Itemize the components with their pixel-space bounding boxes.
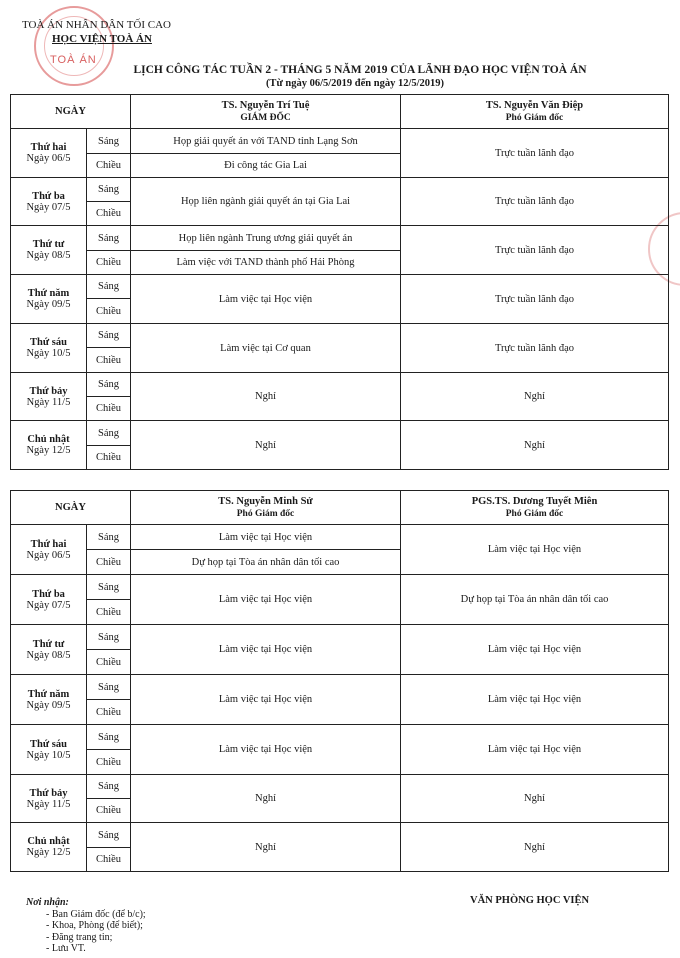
day-cell [11, 129, 87, 178]
document-subtitle: (Từ ngày 06/5/2019 đến ngày 12/5/2019) [265, 78, 445, 89]
activity-person2: Trực tuần lãnh đạo [401, 324, 669, 373]
activity: Làm việc tại Cơ quan [131, 324, 401, 373]
day-cell [11, 373, 87, 421]
activity-person2: Dự họp tại Tòa án nhân dân tối cao [401, 575, 669, 625]
recipients-label: Nơi nhận: [26, 897, 69, 908]
table-row [11, 625, 669, 650]
day-name: Thứ ba [32, 190, 65, 202]
activity-afternoon: Làm việc với TAND thành phố Hải Phòng [131, 251, 401, 275]
person1-name: TS. Nguyễn Minh Sử [218, 495, 313, 507]
session-afternoon: Chiều [87, 600, 131, 625]
day-cell [11, 575, 87, 625]
day-name: Thứ sáu [30, 738, 67, 750]
day-cell [11, 675, 87, 725]
table-row [11, 373, 669, 397]
session-afternoon: Chiều [87, 550, 131, 575]
session-morning: Sáng [87, 373, 131, 397]
person1-role: GIÁM ĐỐC [240, 112, 291, 123]
activity-person2: Nghỉ [401, 421, 669, 470]
session-afternoon: Chiều [87, 348, 131, 373]
person2-role: Phó Giám đốc [505, 508, 564, 519]
session-morning: Sáng [87, 625, 131, 650]
activity: Nghỉ [131, 421, 401, 470]
day-cell [11, 525, 87, 575]
session-afternoon: Chiều [87, 154, 131, 178]
organization-header [22, 18, 171, 46]
session-afternoon: Chiều [87, 446, 131, 470]
day-cell [11, 421, 87, 470]
day-date: Ngày 09/5 [26, 699, 71, 711]
table-row [11, 421, 669, 446]
day-name: Thứ sáu [30, 337, 67, 348]
day-cell [11, 775, 87, 823]
table-row [11, 226, 669, 251]
session-afternoon: Chiều [87, 750, 131, 775]
day-name: Thứ bảy [29, 385, 68, 397]
session-afternoon: Chiều [87, 202, 131, 226]
table-row [11, 275, 669, 299]
activity: Nghỉ [131, 823, 401, 872]
person1-name: TS. Nguyễn Trí Tuệ [221, 99, 310, 111]
activity-person2: Làm việc tại Học viện [401, 675, 669, 725]
table-row [11, 178, 669, 202]
session-morning: Sáng [87, 421, 131, 446]
day-date: Ngày 11/5 [26, 396, 71, 408]
day-date: Ngày 06/5 [26, 153, 71, 164]
session-morning: Sáng [87, 675, 131, 700]
signature-office: VĂN PHÒNG HỌC VIỆN [470, 895, 590, 906]
org-line2: HỌC VIỆN TOÀ ÁN [52, 33, 152, 45]
schedule-table-2 [10, 490, 669, 872]
day-date: Ngày 08/5 [26, 649, 71, 661]
stamp-text: TOÀ ÁN [50, 54, 97, 66]
session-morning: Sáng [87, 226, 131, 251]
recipients-list [26, 909, 146, 955]
session-morning: Sáng [87, 725, 131, 750]
activity-person2: Làm việc tại Học viện [401, 525, 669, 575]
day-name: Thứ bảy [29, 787, 68, 799]
day-date: Ngày 08/5 [26, 250, 71, 261]
day-name: Chủ nhật [27, 836, 70, 847]
day-name: Thứ hai [30, 142, 67, 153]
activity-person2: Trực tuần lãnh đạo [401, 226, 669, 275]
day-date: Ngày 12/5 [26, 847, 71, 858]
day-name: Thứ năm [27, 688, 70, 700]
table-row [11, 575, 669, 600]
person2-role: Phó Giám đốc [505, 112, 564, 123]
column-header-person1 [131, 95, 401, 129]
session-morning: Sáng [87, 324, 131, 348]
session-morning: Sáng [87, 823, 131, 848]
day-date: Ngày 07/5 [26, 201, 71, 213]
session-afternoon: Chiều [87, 299, 131, 324]
day-cell [11, 823, 87, 872]
activity: Làm việc tại Học viện [131, 725, 401, 775]
day-date: Ngày 06/5 [26, 549, 71, 561]
day-name: Thứ ba [32, 588, 65, 600]
day-name: Chủ nhật [27, 434, 70, 445]
day-name: Thứ năm [27, 288, 70, 299]
day-date: Ngày 12/5 [26, 445, 71, 456]
activity: Làm việc tại Học viện [131, 575, 401, 625]
day-cell [11, 625, 87, 675]
table-row [11, 725, 669, 750]
activity-person2: Nghỉ [401, 775, 669, 823]
table-row [11, 129, 669, 154]
day-name: Thứ tư [32, 638, 65, 650]
recipient-item: - Ban Giám đốc (để b/c); [46, 909, 146, 921]
activity-afternoon: Dự họp tại Tòa án nhân dân tối cao [131, 550, 401, 575]
session-morning: Sáng [87, 775, 131, 799]
day-cell [11, 226, 87, 275]
activity-morning: Làm việc tại Học viện [131, 525, 401, 550]
table-row [11, 823, 669, 848]
recipients-block [26, 897, 146, 955]
day-date: Ngày 09/5 [26, 299, 71, 310]
table-row [11, 675, 669, 700]
person2-name: PGS.TS. Dương Tuyết Miên [471, 495, 598, 507]
session-morning: Sáng [87, 525, 131, 550]
day-name: Thứ hai [30, 538, 67, 550]
activity-person2: Trực tuần lãnh đạo [401, 178, 669, 226]
table-row [11, 775, 669, 799]
recipient-item: - Đăng trang tin; [46, 932, 146, 944]
activity-person2: Trực tuần lãnh đạo [401, 275, 669, 324]
session-afternoon: Chiều [87, 251, 131, 275]
column-header-person1 [131, 491, 401, 525]
day-name: Thứ tư [32, 239, 65, 250]
day-cell [11, 324, 87, 373]
day-cell [11, 275, 87, 324]
document-title: LỊCH CÔNG TÁC TUẦN 2 - THÁNG 5 NĂM 2019 CỦA LÃNH ĐẠO HỌC VIỆN TOÀ ÁN [133, 64, 587, 76]
session-afternoon: Chiều [87, 799, 131, 823]
day-date: Ngày 07/5 [26, 599, 71, 611]
activity: Làm việc tại Học viện [131, 275, 401, 324]
table-row [11, 525, 669, 550]
activity: Nghỉ [131, 775, 401, 823]
day-date: Ngày 10/5 [26, 749, 71, 761]
recipient-item: - Khoa, Phòng (để biết); [46, 920, 146, 932]
activity: Họp liên ngành giải quyết án tại Gia Lai [131, 178, 401, 226]
table-row [11, 324, 669, 348]
day-date: Ngày 10/5 [26, 348, 71, 359]
activity-afternoon: Đi công tác Gia Lai [131, 154, 401, 178]
activity-person2: Trực tuần lãnh đạo [401, 129, 669, 178]
activity-morning: Họp giải quyết án với TAND tỉnh Lạng Sơn [131, 129, 401, 154]
activity-person2: Nghỉ [401, 373, 669, 421]
activity: Làm việc tại Học viện [131, 625, 401, 675]
session-morning: Sáng [87, 275, 131, 299]
session-afternoon: Chiều [87, 848, 131, 872]
activity: Nghỉ [131, 373, 401, 421]
org-line1: TOÀ ÁN NHÂN DÂN TỐI CAO [22, 19, 172, 31]
day-cell [11, 178, 87, 226]
person2-name: TS. Nguyễn Văn Điệp [485, 99, 584, 111]
session-morning: Sáng [87, 575, 131, 600]
day-date: Ngày 11/5 [26, 798, 71, 810]
activity-morning: Họp liên ngành Trung ương giải quyết án [131, 226, 401, 251]
person1-role: Phó Giám đốc [236, 508, 295, 519]
recipient-item: - Lưu VT. [46, 943, 146, 955]
column-header-day: NGÀY [11, 95, 131, 129]
session-afternoon: Chiều [87, 650, 131, 675]
schedule-table-1 [10, 94, 669, 470]
session-morning: Sáng [87, 129, 131, 154]
session-afternoon: Chiều [87, 700, 131, 725]
column-header-day: NGÀY [11, 491, 131, 525]
column-header-person2 [401, 491, 669, 525]
activity: Làm việc tại Học viện [131, 675, 401, 725]
session-afternoon: Chiều [87, 397, 131, 421]
session-morning: Sáng [87, 178, 131, 202]
column-header-person2 [401, 95, 669, 129]
day-cell [11, 725, 87, 775]
activity-person2: Làm việc tại Học viện [401, 625, 669, 675]
activity-person2: Nghỉ [401, 823, 669, 872]
activity-person2: Làm việc tại Học viện [401, 725, 669, 775]
